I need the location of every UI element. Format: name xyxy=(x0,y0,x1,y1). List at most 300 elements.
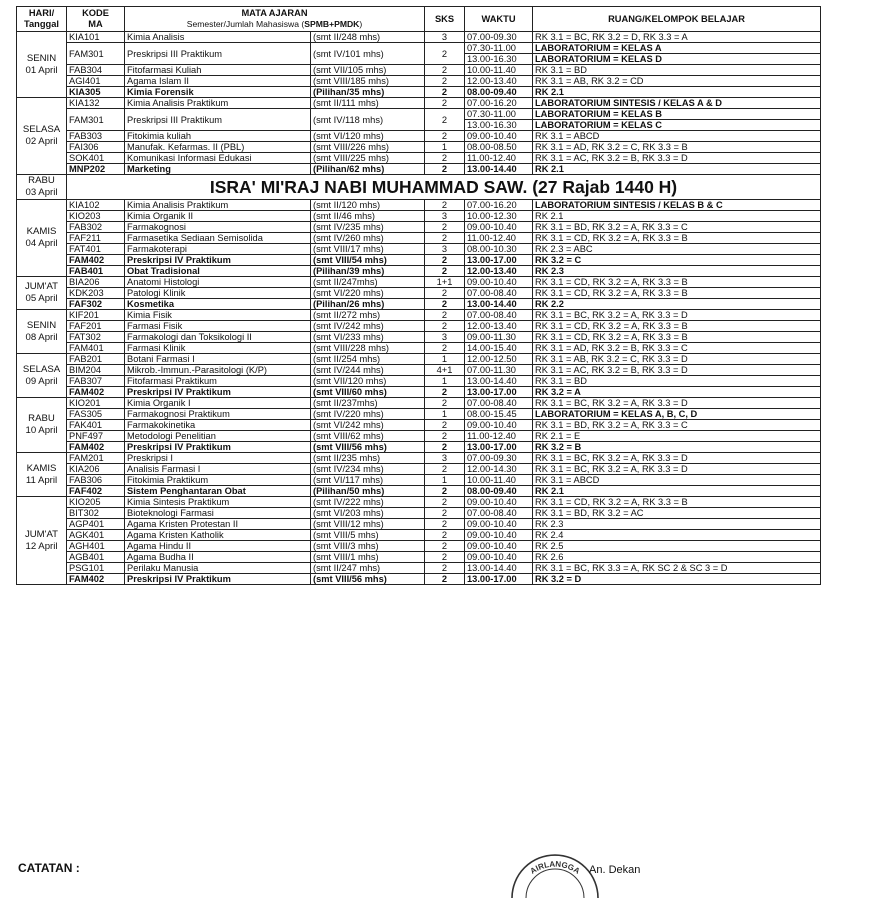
sks-cell: 2 xyxy=(425,508,465,519)
ruang-cell xyxy=(533,563,821,574)
ruang-cell-line: RK 3.1 = CD, RK 3.2 = A, RK 3.3 = B xyxy=(535,277,688,287)
waktu-cell xyxy=(465,574,533,585)
ruang-cell-line: RK 3.1 = CD, RK 3.2 = A, RK 3.3 = B xyxy=(535,288,688,298)
table-row xyxy=(17,131,821,142)
waktu-cell-line: 08.00-15.45 xyxy=(467,409,517,419)
waktu-cell xyxy=(465,442,533,453)
waktu-cell xyxy=(465,266,533,277)
sks-cell: 2 xyxy=(425,420,465,431)
kode-cell: FAM402 xyxy=(67,574,125,585)
sks-cell: 2 xyxy=(425,255,465,266)
table-row xyxy=(17,442,821,453)
semester-cell: (smt II/247mhs) xyxy=(311,277,425,288)
waktu-cell xyxy=(465,365,533,376)
kode-cell: FAM301 xyxy=(67,43,125,65)
waktu-cell xyxy=(465,464,533,475)
kode-cell: AGP401 xyxy=(67,519,125,530)
ruang-cell-line: RK 2.1 xyxy=(535,87,564,97)
mata-ajaran-cell: Agama Kristen Protestan II xyxy=(125,519,311,530)
kode-cell: KIA101 xyxy=(67,32,125,43)
ruang-cell-line: RK 3.1 = CD, RK 3.2 = A, RK 3.3 = B xyxy=(535,332,688,342)
waktu-cell-line: 07.00-08.40 xyxy=(467,288,517,298)
sks-cell: 2 xyxy=(425,497,465,508)
kode-cell: FAB201 xyxy=(67,354,125,365)
kode-cell: FAF302 xyxy=(67,299,125,310)
sks-cell: 2 xyxy=(425,288,465,299)
sks-cell: 2 xyxy=(425,222,465,233)
sks-cell: 2 xyxy=(425,519,465,530)
sks-cell: 2 xyxy=(425,76,465,87)
table-row xyxy=(17,519,821,530)
waktu-cell-line: 07.00-08.40 xyxy=(467,310,517,320)
semester-cell: (Pilihan/62 mhs) xyxy=(311,164,425,175)
semester-cell: (smt IV/220 mhs) xyxy=(311,409,425,420)
waktu-cell-line: 09.00-10.40 xyxy=(467,519,517,529)
kode-cell: KIO205 xyxy=(67,497,125,508)
col-mata-ajaran: MATA AJARAN Semester/Jumlah Mahasiswa (SPMB+PMDK) xyxy=(125,7,425,32)
mata-ajaran-cell: Preskripsi IV Praktikum xyxy=(125,255,311,266)
table-row xyxy=(17,200,821,211)
waktu-cell xyxy=(465,288,533,299)
table-row xyxy=(17,475,821,486)
ruang-cell-line: RK 3.2 = A xyxy=(535,387,581,397)
semester-cell: (smt VIII/62 mhs) xyxy=(311,431,425,442)
kode-cell: FAM301 xyxy=(67,109,125,131)
semester-cell: (smt VIII/185 mhs) xyxy=(311,76,425,87)
sks-cell: 2 xyxy=(425,387,465,398)
semester-cell: (smt VIII/225 mhs) xyxy=(311,153,425,164)
ruang-cell xyxy=(533,65,821,76)
ruang-cell-line: RK 2.1 xyxy=(535,486,564,496)
mata-ajaran-cell: Mikrob.-Immun.-Parasitologi (K/P) xyxy=(125,365,311,376)
table-row xyxy=(17,409,821,420)
ruang-cell-line: LABORATORIUM = KELAS B xyxy=(533,109,820,120)
mata-ajaran-cell: Preskripsi IV Praktikum xyxy=(125,387,311,398)
ruang-cell-line: RK 3.2 = C xyxy=(535,255,582,265)
mata-ajaran-cell: Kimia Analisis xyxy=(125,32,311,43)
day-cell xyxy=(17,98,67,175)
semester-cell: (smt VIII/60 mhs) xyxy=(311,387,425,398)
ruang-cell xyxy=(533,409,821,420)
col-waktu: WAKTU xyxy=(465,7,533,32)
semester-cell: (smt VII/120 mhs) xyxy=(311,376,425,387)
kode-cell: FAS305 xyxy=(67,409,125,420)
kode-cell: FAB307 xyxy=(67,376,125,387)
semester-cell: (smt VIII/228 mhs) xyxy=(311,343,425,354)
mata-ajaran-cell: Farmakognosi xyxy=(125,222,311,233)
mata-ajaran-cell: Obat Tradisional xyxy=(125,266,311,277)
semester-cell: (smt VI/203 mhs) xyxy=(311,508,425,519)
kode-cell: BIM204 xyxy=(67,365,125,376)
sks-cell: 1 xyxy=(425,354,465,365)
semester-cell: (smt II/120 mhs) xyxy=(311,200,425,211)
waktu-cell-line: 09.00-10.40 xyxy=(467,530,517,540)
ruang-cell xyxy=(533,222,821,233)
day-cell xyxy=(17,453,67,497)
semester-cell: (smt VI/117 mhs) xyxy=(311,475,425,486)
ruang-cell xyxy=(533,131,821,142)
kode-cell: KIA305 xyxy=(67,87,125,98)
semester-cell: (Pilihan/50 mhs) xyxy=(311,486,425,497)
waktu-cell xyxy=(465,244,533,255)
table-row xyxy=(17,563,821,574)
sks-cell: 2 xyxy=(425,398,465,409)
waktu-cell-line: 08.00-10.30 xyxy=(467,244,517,254)
waktu-cell xyxy=(465,354,533,365)
waktu-cell-line: 14.00-15.40 xyxy=(467,343,517,353)
table-row xyxy=(17,233,821,244)
waktu-cell-line: 10.00-11.40 xyxy=(467,475,516,485)
ruang-cell xyxy=(533,321,821,332)
waktu-cell xyxy=(465,332,533,343)
kode-cell: FAM401 xyxy=(67,343,125,354)
waktu-cell-line: 09.00-10.40 xyxy=(467,222,517,232)
waktu-cell-line: 07.00-09.30 xyxy=(467,32,517,42)
ruang-cell-line: RK 3.2 = B xyxy=(535,442,582,452)
ruang-cell-line: RK 3.2 = D xyxy=(535,574,582,584)
waktu-cell-line: 13.00-14.40 xyxy=(467,299,517,309)
day-name: SELASA xyxy=(22,363,61,375)
day-name: SENIN xyxy=(26,319,57,331)
sks-cell: 2 xyxy=(425,486,465,497)
waktu-cell xyxy=(465,563,533,574)
header-row xyxy=(17,7,821,32)
table-row xyxy=(17,222,821,233)
ruang-cell-line: RK 3.1 = BD xyxy=(535,376,587,386)
waktu-cell xyxy=(465,153,533,164)
kode-cell: PSG101 xyxy=(67,563,125,574)
sks-cell: 2 xyxy=(425,574,465,585)
day-cell xyxy=(17,175,67,200)
waktu-cell-line: 07.00-11.30 xyxy=(467,365,516,375)
day-name: SELASA xyxy=(22,124,61,135)
waktu-cell xyxy=(465,277,533,288)
ruang-cell-line: RK 3.1 = AC, RK 3.2 = B, RK 3.3 = D xyxy=(535,365,688,375)
mata-ajaran-cell: Agama Budha II xyxy=(125,552,311,563)
kode-cell: FAB302 xyxy=(67,222,125,233)
sks-cell: 1 xyxy=(425,376,465,387)
mata-ajaran-cell: Kimia Analisis Praktikum xyxy=(125,200,311,211)
table-row xyxy=(17,508,821,519)
table-row xyxy=(17,464,821,475)
mata-ajaran-cell: Farmasetika Sediaan Semisolida xyxy=(125,233,311,244)
waktu-cell xyxy=(465,131,533,142)
ruang-cell xyxy=(533,475,821,486)
sks-cell: 2 xyxy=(425,299,465,310)
ruang-cell xyxy=(533,332,821,343)
ruang-cell-line: RK 3.1 = AD, RK 3.2 = C, RK 3.3 = B xyxy=(535,142,688,152)
kode-cell: FAT401 xyxy=(67,244,125,255)
sks-cell: 3 xyxy=(425,32,465,43)
ruang-cell-line: RK 2.2 xyxy=(535,299,564,309)
table-row xyxy=(17,574,821,585)
mata-ajaran-cell: Preskripsi IV Praktikum xyxy=(125,574,311,585)
waktu-cell xyxy=(465,98,533,109)
sks-cell: 3 xyxy=(425,244,465,255)
semester-cell: (Pilihan/39 mhs) xyxy=(311,266,425,277)
table-row xyxy=(17,255,821,266)
kode-cell: FAM201 xyxy=(67,453,125,464)
mata-ajaran-cell: Farmakologi dan Toksikologi II xyxy=(125,332,311,343)
semester-cell: (smt II/111 mhs) xyxy=(311,98,425,109)
semester-cell: (smt VIII/3 mhs) xyxy=(311,541,425,552)
table-row xyxy=(17,541,821,552)
waktu-cell-line: 13.00-16.30 xyxy=(467,120,517,130)
schedule-sheet xyxy=(16,6,820,585)
kode-cell: MNP202 xyxy=(67,164,125,175)
kode-cell: FAF402 xyxy=(67,486,125,497)
table-row xyxy=(17,299,821,310)
sks-cell: 2 xyxy=(425,431,465,442)
mata-ajaran-cell: Kimia Fisik xyxy=(125,310,311,321)
waktu-cell-line: 10.00-12.30 xyxy=(467,211,517,221)
semester-cell: (smt II/254 mhs) xyxy=(311,354,425,365)
waktu-cell-line: 11.00-12.40 xyxy=(467,153,516,163)
ruang-cell xyxy=(533,277,821,288)
ruang-cell-line: RK 3.1 = BD, RK 3.2 = A, RK 3.3 = C xyxy=(535,420,688,430)
table-row xyxy=(17,343,821,354)
waktu-cell-line: 09.00-10.40 xyxy=(467,497,517,507)
waktu-cell-line: 09.00-10.40 xyxy=(467,552,517,562)
sks-cell: 3 xyxy=(425,453,465,464)
mata-ajaran-cell: Kimia Sintesis Praktikum xyxy=(125,497,311,508)
kode-cell: FAM402 xyxy=(67,387,125,398)
ruang-cell xyxy=(533,376,821,387)
kode-cell: KIA206 xyxy=(67,464,125,475)
kode-cell: FAF211 xyxy=(67,233,125,244)
waktu-cell xyxy=(465,32,533,43)
ruang-cell xyxy=(533,32,821,43)
day-cell xyxy=(17,310,67,354)
kode-cell: AGK401 xyxy=(67,530,125,541)
ruang-cell xyxy=(533,109,821,131)
semester-cell: (smt IV/260 mhs) xyxy=(311,233,425,244)
table-row xyxy=(17,365,821,376)
ruang-cell-line: RK 2.6 xyxy=(535,552,564,562)
waktu-cell-line: 12.00-13.40 xyxy=(467,76,517,86)
sks-cell: 2 xyxy=(425,321,465,332)
mata-ajaran-cell: Manufak. Kefarmas. II (PBL) xyxy=(125,142,311,153)
ruang-cell xyxy=(533,464,821,475)
mata-ajaran-cell: Fitokimia kuliah xyxy=(125,131,311,142)
mata-ajaran-cell: Farmakokinetika xyxy=(125,420,311,431)
holiday-row xyxy=(17,175,821,200)
semester-cell: (smt IV/235 mhs) xyxy=(311,222,425,233)
mata-ajaran-cell: Preskripsi III Praktikum xyxy=(125,43,311,65)
sks-cell: 2 xyxy=(425,153,465,164)
waktu-cell-line: 12.00-13.40 xyxy=(467,321,517,331)
ruang-cell-line: RK 3.1 = BC, RK 3.2 = A, RK 3.3 = D xyxy=(535,310,688,320)
mata-ajaran-cell: Kosmetika xyxy=(125,299,311,310)
day-name: KAMIS xyxy=(26,462,57,474)
waktu-cell-line: 13.00-17.00 xyxy=(467,387,517,397)
ruang-cell xyxy=(533,387,821,398)
ruang-cell xyxy=(533,508,821,519)
col-ruang: RUANG/KELOMPOK BELAJAR xyxy=(533,7,821,32)
table-row xyxy=(17,530,821,541)
waktu-cell-line: 13.00-17.00 xyxy=(467,442,517,452)
ruang-cell xyxy=(533,541,821,552)
sks-cell: 3 xyxy=(425,332,465,343)
sks-cell: 2 xyxy=(425,131,465,142)
mata-ajaran-cell: Farmasi Fisik xyxy=(125,321,311,332)
sks-cell: 3 xyxy=(425,211,465,222)
kode-cell: FAB303 xyxy=(67,131,125,142)
waktu-cell xyxy=(465,76,533,87)
table-row xyxy=(17,310,821,321)
waktu-cell xyxy=(465,453,533,464)
table-row xyxy=(17,453,821,464)
waktu-cell-line: 07.00-09.30 xyxy=(467,453,517,463)
ruang-cell-line: RK 2.1 xyxy=(535,164,564,174)
sks-cell: 2 xyxy=(425,552,465,563)
signer-label: An. Dekan xyxy=(589,864,641,876)
mata-ajaran-cell: Botani Farmasi I xyxy=(125,354,311,365)
ruang-cell-line: RK 2.1 = E xyxy=(535,431,581,441)
day-date: 05 April xyxy=(25,293,58,304)
waktu-cell-line: 10.00-11.40 xyxy=(467,65,516,75)
day-date: 01 April xyxy=(25,64,58,76)
semester-cell: (smt VI/233 mhs) xyxy=(311,332,425,343)
waktu-cell xyxy=(465,376,533,387)
kode-cell: KIA102 xyxy=(67,200,125,211)
waktu-cell xyxy=(465,541,533,552)
ruang-cell xyxy=(533,299,821,310)
kode-cell: PNF497 xyxy=(67,431,125,442)
waktu-cell-line: 07.00-16.20 xyxy=(467,98,517,108)
col-day: HARI/ Tanggal xyxy=(17,7,67,32)
waktu-cell-line: 09.00-10.40 xyxy=(467,277,517,287)
col-kode: KODE MA xyxy=(67,7,125,32)
day-date: 03 April xyxy=(25,187,58,198)
sks-cell: 2 xyxy=(425,464,465,475)
kode-cell: KIO203 xyxy=(67,211,125,222)
waktu-cell xyxy=(465,222,533,233)
waktu-cell xyxy=(465,486,533,497)
mata-ajaran-cell: Agama Islam II xyxy=(125,76,311,87)
semester-cell: (smt II/272 mhs) xyxy=(311,310,425,321)
waktu-cell xyxy=(465,233,533,244)
waktu-cell xyxy=(465,255,533,266)
waktu-cell-line: 07.00-08.40 xyxy=(467,398,517,408)
table-row xyxy=(17,321,821,332)
waktu-cell-line: 08.00-09.40 xyxy=(467,87,517,97)
waktu-cell xyxy=(465,65,533,76)
waktu-cell xyxy=(465,497,533,508)
waktu-cell-line: 07.00-16.20 xyxy=(467,200,517,210)
mata-ajaran-cell: Marketing xyxy=(125,164,311,175)
day-cell xyxy=(17,354,67,398)
day-date: 11 April xyxy=(25,474,58,486)
ruang-cell-line: RK 3.1 = AB, RK 3.2 = C, RK 3.3 = D xyxy=(535,354,688,364)
table-row xyxy=(17,277,821,288)
day-name: KAMIS xyxy=(26,226,57,237)
sks-cell: 2 xyxy=(425,530,465,541)
waktu-cell-line: 09.00-11.30 xyxy=(467,332,516,342)
waktu-cell-line: 07.30-11.00 xyxy=(465,43,532,54)
table-row xyxy=(17,244,821,255)
mata-ajaran-cell: Agama Hindu II xyxy=(125,541,311,552)
mata-ajaran-cell: Metodologi Penelitian xyxy=(125,431,311,442)
ruang-cell-line: RK 3.1 = BC, RK 3.2 = A, RK 3.3 = D xyxy=(535,453,688,463)
waktu-cell xyxy=(465,109,533,131)
waktu-cell-line: 08.00-08.50 xyxy=(467,142,517,152)
mata-ajaran-cell: Sistem Penghantaran Obat xyxy=(125,486,311,497)
kode-cell: BIT302 xyxy=(67,508,125,519)
table-row xyxy=(17,87,821,98)
table-row xyxy=(17,266,821,277)
day-cell xyxy=(17,277,67,310)
ruang-cell xyxy=(533,310,821,321)
waktu-cell xyxy=(465,530,533,541)
ruang-cell xyxy=(533,98,821,109)
waktu-cell-line: 07.30-11.00 xyxy=(465,109,532,120)
mata-ajaran-cell: Kimia Forensik xyxy=(125,87,311,98)
kode-cell: KIO201 xyxy=(67,398,125,409)
svg-text:AIRLANGGA xyxy=(529,860,582,876)
ruang-cell-line: RK 2.1 xyxy=(535,211,564,221)
ruang-cell-line: LABORATORIUM SINTESIS / KELAS A & D xyxy=(535,98,722,108)
ruang-cell xyxy=(533,365,821,376)
ruang-cell-line: LABORATORIUM = KELAS C xyxy=(535,120,662,130)
table-row xyxy=(17,76,821,87)
kode-cell: KIF201 xyxy=(67,310,125,321)
waktu-cell xyxy=(465,387,533,398)
sks-cell: 1+1 xyxy=(425,277,465,288)
semester-cell: (smt IV/101 mhs) xyxy=(311,43,425,65)
day-date: 02 April xyxy=(25,136,58,147)
mata-ajaran-cell: Komunikasi Informasi Edukasi xyxy=(125,153,311,164)
mata-ajaran-cell: Preskripsi III Praktikum xyxy=(125,109,311,131)
waktu-cell-line: 09.00-10.40 xyxy=(467,131,517,141)
waktu-cell-line: 13.00-17.00 xyxy=(467,255,517,265)
ruang-cell xyxy=(533,288,821,299)
waktu-cell-line: 09.00-10.40 xyxy=(467,420,517,430)
schedule-table xyxy=(16,6,821,585)
ruang-cell-line: LABORATORIUM SINTESIS / KELAS B & C xyxy=(535,200,723,210)
mata-ajaran-cell: Kimia Organik II xyxy=(125,211,311,222)
ruang-cell-line: LABORATORIUM = KELAS D xyxy=(535,54,662,64)
semester-cell: (smt II/235 mhs) xyxy=(311,453,425,464)
mata-ajaran-cell: Preskripsi I xyxy=(125,453,311,464)
ruang-cell xyxy=(533,431,821,442)
table-row xyxy=(17,332,821,343)
ruang-cell-line: RK 3.1 = AC, RK 3.2 = B, RK 3.3 = D xyxy=(535,153,688,163)
semester-cell: (smt VIII/54 mhs) xyxy=(311,255,425,266)
kode-cell: FAT302 xyxy=(67,332,125,343)
mata-ajaran-cell: Agama Kristen Katholik xyxy=(125,530,311,541)
waktu-cell xyxy=(465,321,533,332)
day-name: SENIN xyxy=(26,52,57,64)
ruang-cell-line: RK 3.1 = BC, RK 3.3 = A, RK SC 2 & SC 3 = D xyxy=(535,563,728,573)
semester-cell: (smt II/247 mhs) xyxy=(311,563,425,574)
day-name: RABU xyxy=(28,413,55,424)
ruang-cell-line: RK 3.1 = BC, RK 3.2 = A, RK 3.3 = D xyxy=(535,464,688,474)
sks-cell: 2 xyxy=(425,43,465,65)
semester-cell: (smt IV/222 mhs) xyxy=(311,497,425,508)
ruang-cell-line: RK 3.1 = AB, RK 3.2 = CD xyxy=(535,76,644,86)
mata-ajaran-cell: Fitofarmasi Kuliah xyxy=(125,65,311,76)
waktu-cell xyxy=(465,420,533,431)
table-row xyxy=(17,387,821,398)
mata-ajaran-cell: Farmakoterapi xyxy=(125,244,311,255)
col-sks: SKS xyxy=(425,7,465,32)
semester-cell: (smt VIII/5 mhs) xyxy=(311,530,425,541)
kode-cell: FAB306 xyxy=(67,475,125,486)
catatan-label: CATATAN : xyxy=(18,861,80,875)
table-row xyxy=(17,420,821,431)
ruang-cell-line: RK 2.4 xyxy=(535,530,564,540)
